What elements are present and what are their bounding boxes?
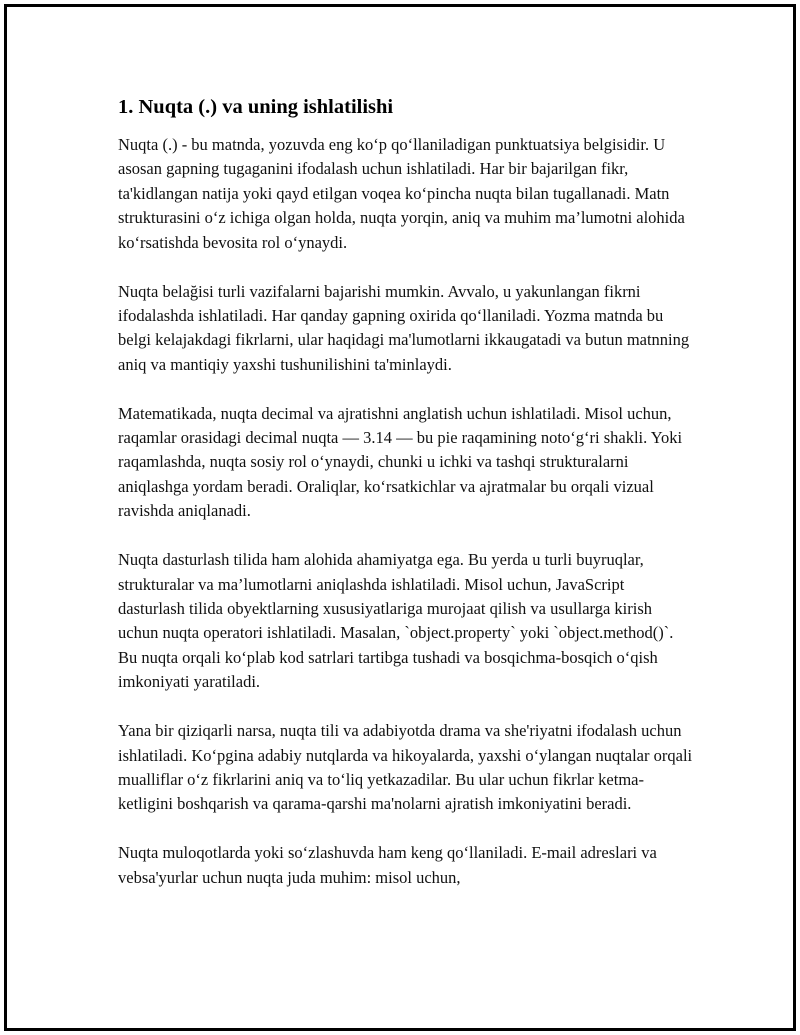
paragraph-1: Nuqta (.) - bu matnda, yozuvda eng ko‘p qo‘llaniladigan punktuatsiya belgisidir. U asosan gapning tugaganini ifodalash uchun ishlatiladi. Har bir bajarilgan fikr, ta'kidlangan natija yoki qayd etilgan voqea ko‘pincha nuqta bilan tugallanadi. Matn strukturasini o‘z ichiga olgan holda, nuqta yorqin, aniq va muhim ma’lumotni alohida ko‘rsatishda bevosita rol o‘ynaydi. [118, 135, 685, 252]
section-heading: 1. Nuqta (.) va uning ishlatilishi [118, 96, 394, 118]
paragraph-2: Nuqta belağisi turli vazifalarni bajarishi mumkin. Avvalo, u yakunlangan fikrni ifodalashda ishlatiladi. Har qanday gapning oxirida qo‘llaniladi. Yozma matnda bu belgi kelajakdagi fikrlarni, ular haqidagi ma'lumotlarni ikkaugatadi va butun matnning aniq va mantiqiy yaxshi tushunilishini ta'minlaydi. [118, 281, 690, 374]
document-body [118, 95, 693, 915]
paragraph-3: Matematikada, nuqta decimal va ajratishni anglatish uchun ishlatiladi. Misol uchun, raqamlar orasidagi decimal nuqta — 3.14 — bu pie raqamining noto‘g‘ri shakli. Yoki raqamlashda, nuqta sosiy rol o‘ynaydi, chunki u ichki va tashqi strukturalarni aniqlashga yordam beradi. Oraliqlar, ko‘rsatkichlar va ajratmalar bu orqali vizual ravishda aniqlanadi. [118, 403, 683, 521]
paragraph-4: Nuqta dasturlash tilida ham alohida ahamiyatga ega. Bu yerda u turli buyruqlar, strukturalar va ma’lumotlarni aniqlashda ishlatiladi. Misol uchun, JavaScript dasturlash tilida obyektlarning xususiyatlariga murojaat qilish va usullarga kirish uchun nuqta operatori ishlatiladi. Masalan, `object.property` yoki `object.method()`. Bu nuqta orqali ko‘plab kod satrlari tartibga tushadi va bosqichma-bosqich o‘qish imkoniyati yaratiladi. [118, 550, 674, 692]
paragraph-6: Nuqta muloqotlarda yoki so‘zlashuvda ham keng qo‘llaniladi. E-mail adreslari va vebsa'yurlar uchun nuqta juda muhim: misol uchun, [118, 843, 657, 887]
paragraph-5: Yana bir qiziqarli narsa, nuqta tili va adabiyotda drama va she'riyatni ifodalash uchun ishlatiladi. Ko‘pgina adabiy nutqlarda va hikoyalarda, yaxshi o‘ylangan nuqtalar orqali mualliflar o‘z fikrlarini aniq va to‘liq yetkazadilar. Bu ular uchun fikrlar ketma-ketligini boshqarish va qarama-qarshi ma'nolarni ajratish imkoniyatini beradi. [118, 721, 693, 814]
